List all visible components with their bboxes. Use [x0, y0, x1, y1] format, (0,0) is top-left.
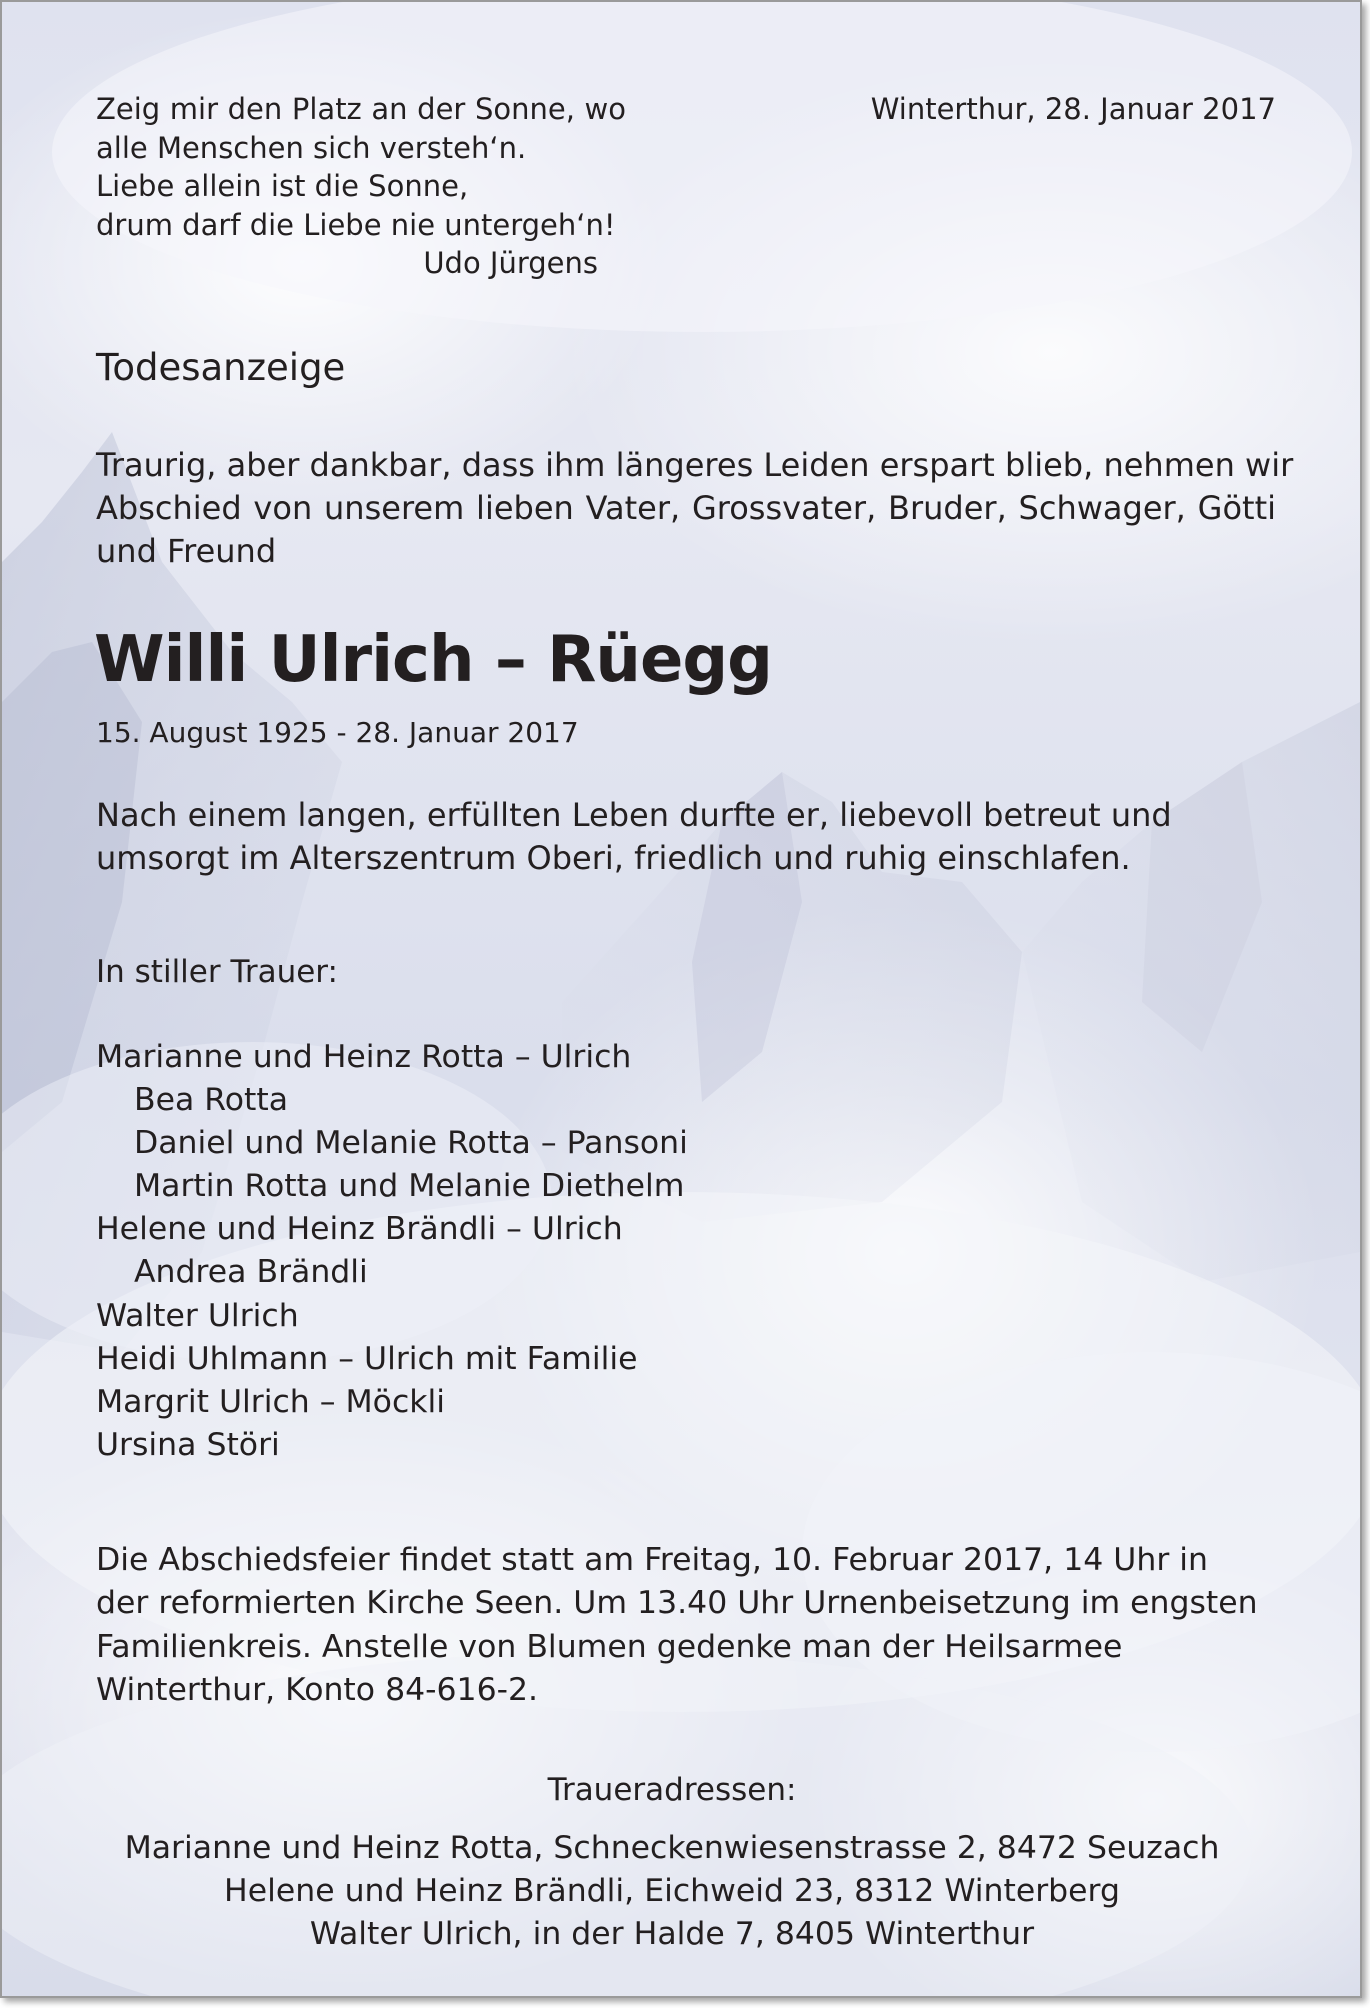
ceremony-line: der reformierten Kirche Seen. Um 13.40 Uhr Urnenbeisetzung im engsten	[96, 1585, 1258, 1622]
intro-line: und Freund	[96, 532, 277, 570]
deceased-name: Willi Ulrich – Rüegg	[94, 623, 772, 697]
family-member: Andrea Brändli	[134, 1254, 368, 1291]
address-line: Marianne und Heinz Rotta, Schneckenwiesenstrasse 2, 8472 Seuzach	[124, 1830, 1220, 1866]
family-member: Walter Ulrich	[96, 1297, 299, 1334]
address-line: Walter Ulrich, in der Halde 7, 8405 Winterthur	[309, 1916, 1035, 1953]
ceremony-line: Die Abschiedsfeier findet statt am Freitag, 10. Februar 2017, 14 Uhr in	[96, 1542, 1209, 1578]
quote-line: Zeig mir den Platz an der Sonne, wo	[96, 92, 626, 126]
quote-line: drum darf die Liebe nie untergeh‘n!	[96, 207, 616, 242]
family-member: Margrit Ulrich – Möckli	[96, 1383, 446, 1420]
addresses-title: Traueradressen:	[547, 1772, 797, 1808]
family-member: Helene und Heinz Brändli – Ulrich	[96, 1211, 623, 1248]
passing-paragraph	[96, 794, 1172, 880]
family-list	[96, 1036, 688, 1467]
intro-line: Abschied von unserem lieben Vater, Grossvater, Bruder, Schwager, Götti	[96, 489, 1276, 527]
intro-line: Traurig, aber dankbar, dass ihm längeres Leiden erspart blieb, nehmen wir	[96, 446, 1294, 484]
family-member: Ursina Störi	[96, 1426, 280, 1463]
ceremony-paragraph	[96, 1539, 1258, 1712]
intro-paragraph	[96, 444, 1294, 573]
mourning-label: In stiller Trauer:	[96, 954, 338, 990]
ceremony-line: Familienkreis. Anstelle von Blumen gedenke man der Heilsarmee	[96, 1628, 1123, 1665]
address-line: Helene und Heinz Brändli, Eichweid 23, 8312 Winterberg	[224, 1873, 1120, 1910]
place-and-date: Winterthur, 28. Januar 2017	[870, 92, 1276, 126]
passage-line: umsorgt im Alterszentrum Oberi, friedlich und ruhig einschlafen.	[96, 839, 1131, 877]
family-member: Marianne und Heinz Rotta – Ulrich	[96, 1039, 632, 1075]
poem-quote	[96, 90, 626, 283]
lifespan-dates: 15. August 1925 - 28. Januar 2017	[96, 716, 579, 749]
quote-line: Liebe allein ist die Sonne,	[96, 169, 469, 203]
quote-author: Udo Jürgens	[423, 246, 598, 280]
quote-line: alle Menschen sich versteh‘n.	[96, 130, 527, 165]
passage-line: Nach einem langen, erfüllten Leben durfte er, liebevoll betreut und	[96, 796, 1172, 834]
family-member: Heidi Uhlmann – Ulrich mit Familie	[96, 1340, 638, 1377]
addresses-list	[2, 1827, 1342, 1956]
family-member: Bea Rotta	[134, 1082, 289, 1119]
ceremony-line: Winterthur, Konto 84-616-2.	[96, 1671, 539, 1708]
family-member: Daniel und Melanie Rotta – Pansoni	[134, 1125, 688, 1162]
page-title: Todesanzeige	[96, 346, 346, 389]
family-member: Martin Rotta und Melanie Diethelm	[134, 1168, 685, 1205]
